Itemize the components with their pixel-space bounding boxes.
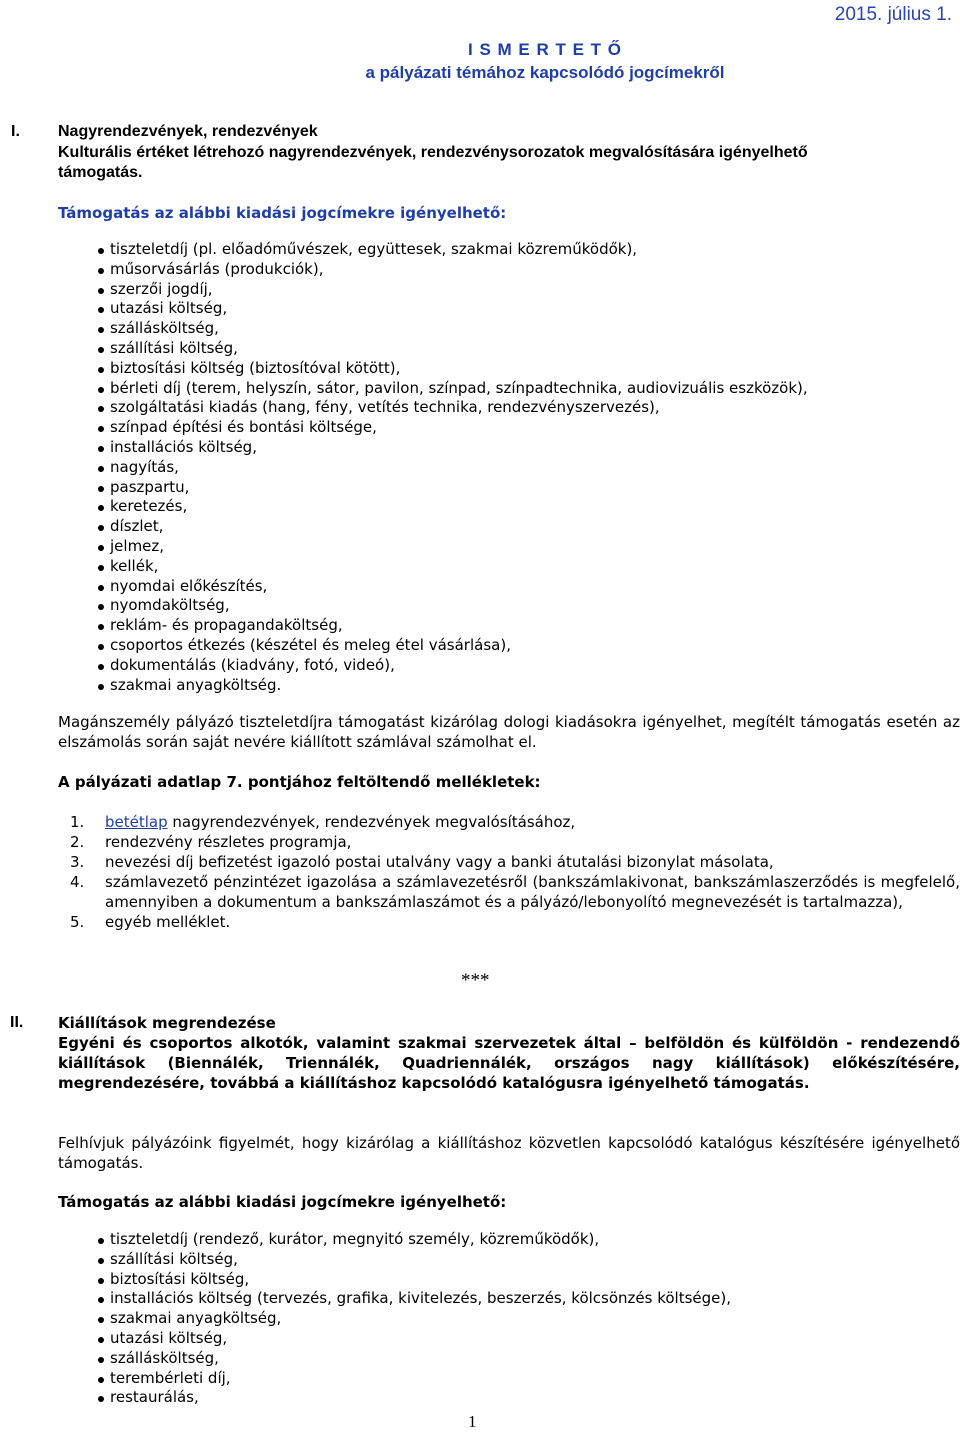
list-item: szerzői jogdíj, [0, 280, 808, 300]
attachment-item [0, 912, 960, 932]
list-item: díszlet, [0, 517, 808, 537]
section-1-heading: Nagyrendezvények, rendezvények [58, 123, 318, 140]
section-1-expense-list [0, 240, 808, 695]
list-item: szakmai anyagköltség. [0, 676, 808, 696]
attachment-item [0, 872, 960, 912]
list-item: reklám- és propagandaköltség, [0, 616, 808, 636]
betetlap-link[interactable]: betétlap [105, 813, 168, 831]
document-subtitle: a pályázati témához kapcsolódó jogcímekről [365, 63, 725, 82]
attachment-text: számlavezető pénzintézet igazolása a számlavezetésről (bankszámlakivonat, bankszámlaszerződés is megfelelő, amennyiben a dokumentum a bankszámlaszámot és a pályázó/lebonyolító megnevezését is tartalmazza), [105, 873, 960, 911]
list-item: szállítási költség, [0, 339, 808, 359]
list-item: nyomdaköltség, [0, 596, 808, 616]
section-2-items-heading: Támogatás az alábbi kiadási jogcímekre igényelhető: [58, 1193, 507, 1211]
list-item: csoportos étkezés (készétel és meleg étel vásárlása), [0, 636, 808, 656]
section-2-description: Egyéni és csoportos alkotók, valamint szakmai szervezetek által – belföldön és külföldön - rendezendő kiállítások (Biennálék, Triennálék, Quadriennálék, országos nagy kiállítások) előkészítésére, megrendezésére, továbbá a kiállításhoz kapcsolódó katalógusra igényelhető támogatás. [58, 1034, 960, 1092]
list-item: installációs költség (tervezés, grafika, kivitelezés, beszerzés, kölcsönzés költsége), [0, 1289, 731, 1309]
attachment-text: nevezési díj befizetést igazoló postai utalvány vagy a banki átutalási bizonylat másolata, [105, 853, 774, 871]
list-item: restaurálás, [0, 1388, 731, 1408]
section-1-description-line1: Kulturális értéket létrehozó nagyrendezvények, rendezvénysorozatok megvalósítására igényelhető [58, 144, 808, 161]
attachment-number: 2. [70, 833, 85, 851]
attachment-item [0, 852, 960, 872]
document-title: I S M E R T E T Ő [468, 40, 622, 59]
page-number: 1 [468, 1412, 477, 1431]
list-item: bérleti díj (terem, helyszín, sátor, pavilon, színpad, színpadtechnika, audiovizuális eszközök), [0, 379, 808, 399]
list-item: utazási költség, [0, 299, 808, 319]
section-2-expense-list [0, 1230, 731, 1408]
attachment-text: egyéb melléklet. [105, 913, 231, 931]
section-1-attachments-heading: A pályázati adatlap 7. pontjához feltöltendő mellékletek: [58, 773, 541, 791]
list-item: színpad építési és bontási költsége, [0, 418, 808, 438]
attachment-item [0, 812, 960, 832]
list-item: tiszteletdíj (pl. előadóművészek, együttesek, szakmai közreműködők), [0, 240, 808, 260]
section-2-number: II. [10, 1014, 24, 1031]
list-item: tiszteletdíj (rendező, kurátor, megnyitó személy, közreműködők), [0, 1230, 731, 1250]
section-1-note: Magánszemély pályázó tiszteletdíjra támogatást kizárólag dologi kiadásokra igényelhet, megítélt támogatás esetén az elszámolás során saját nevére kiállított számlával számolhat el. [58, 713, 960, 751]
section-1-description-line2: támogatás. [58, 164, 143, 181]
attachment-number: 3. [70, 853, 85, 871]
attachment-item [0, 832, 960, 852]
section-1-attachments-list [0, 812, 960, 932]
attachment-number: 1. [70, 813, 85, 831]
section-2-note: Felhívjuk pályázóink figyelmét, hogy kizárólag a kiállításhoz közvetlen kapcsolódó katalógus készítésére igényelhető támogatás. [58, 1134, 960, 1172]
section-separator: *** [461, 970, 490, 991]
attachment-text: rendezvény részletes programja, [105, 833, 352, 851]
list-item: szolgáltatási kiadás (hang, fény, vetítés technika, rendezvényszervezés), [0, 398, 808, 418]
list-item: kellék, [0, 557, 808, 577]
list-item: nagyítás, [0, 458, 808, 478]
list-item: szakmai anyagköltség, [0, 1309, 731, 1329]
attachment-number: 4. [70, 873, 85, 891]
list-item: paszpartu, [0, 478, 808, 498]
list-item: szállásköltség, [0, 1349, 731, 1369]
list-item: installációs költség, [0, 438, 808, 458]
attachment-number: 5. [70, 913, 85, 931]
section-1-number: I. [11, 123, 20, 140]
list-item: jelmez, [0, 537, 808, 557]
list-item: szállítási költség, [0, 1250, 731, 1270]
list-item: műsorvásárlás (produkciók), [0, 260, 808, 280]
list-item: utazási költség, [0, 1329, 731, 1349]
list-item: dokumentálás (kiadvány, fotó, videó), [0, 656, 808, 676]
section-1-items-heading: Támogatás az alábbi kiadási jogcímekre igényelhető: [58, 204, 507, 222]
section-2-heading: Kiállítások megrendezése [58, 1014, 276, 1032]
list-item: terembérleti díj, [0, 1369, 731, 1389]
list-item: biztosítási költség, [0, 1270, 731, 1290]
attachment-text: nagyrendezvények, rendezvények megvalósításához, [167, 813, 576, 831]
list-item: szállásköltség, [0, 319, 808, 339]
list-item: nyomdai előkészítés, [0, 577, 808, 597]
list-item: biztosítási költség (biztosítóval kötött), [0, 359, 808, 379]
list-item: keretezés, [0, 497, 808, 517]
document-date: 2015. július 1. [834, 4, 952, 25]
